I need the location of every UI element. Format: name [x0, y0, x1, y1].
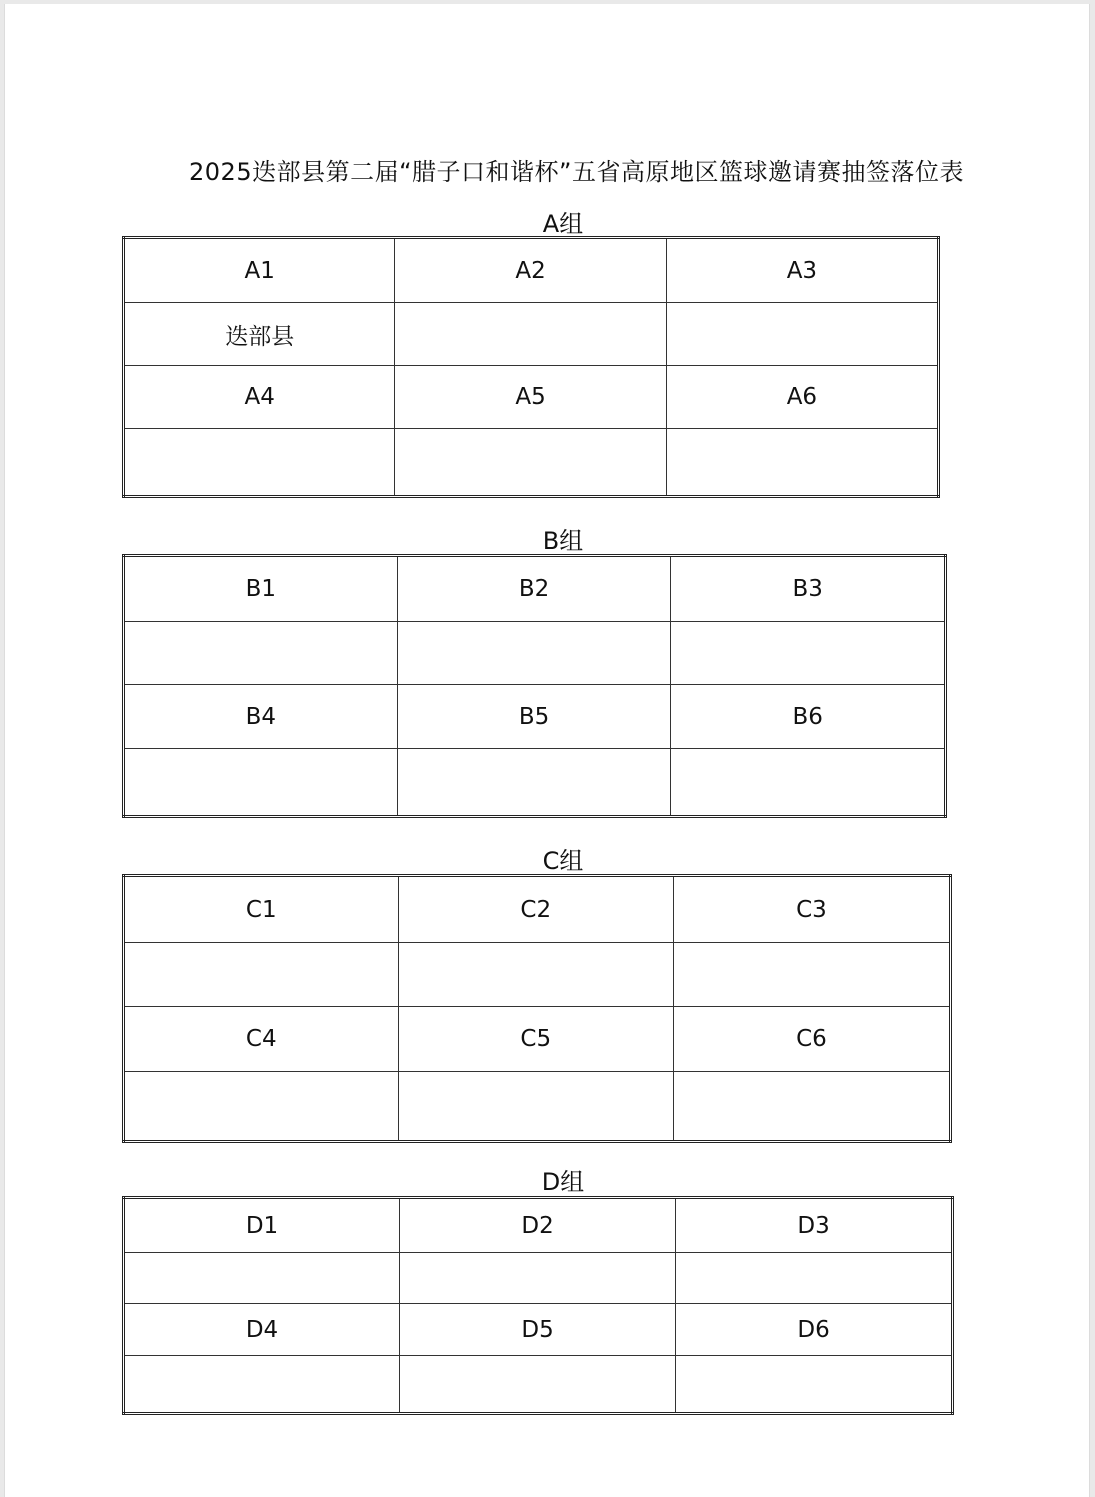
- slot-b5: B5: [397, 685, 671, 749]
- team-d5: [400, 1356, 676, 1414]
- table-row: [124, 1253, 953, 1304]
- group-b-table: [122, 554, 947, 818]
- group-d-label: D组: [541, 1168, 585, 1196]
- team-b1: [124, 622, 398, 685]
- group-c-table: [122, 874, 952, 1143]
- team-c1: [124, 943, 399, 1007]
- table-row: [124, 238, 939, 303]
- table-row: [124, 622, 946, 685]
- slot-d3: D3: [676, 1198, 953, 1253]
- slot-c5: C5: [398, 1007, 673, 1072]
- slot-a1: A1: [124, 238, 395, 303]
- table-row: [124, 749, 946, 817]
- team-d4: [124, 1356, 400, 1414]
- table-row: [124, 366, 939, 429]
- team-c4: [124, 1072, 399, 1142]
- slot-a3: A3: [666, 238, 938, 303]
- table-row: [124, 1198, 953, 1253]
- slot-c2: C2: [398, 876, 673, 943]
- slot-d2: D2: [400, 1198, 676, 1253]
- table-row: [124, 1304, 953, 1356]
- slot-a6: A6: [666, 366, 938, 429]
- team-d1: [124, 1253, 400, 1304]
- slot-a2: A2: [395, 238, 666, 303]
- table-row: [124, 1007, 951, 1072]
- table-row: [124, 429, 939, 497]
- slot-d5: D5: [400, 1304, 676, 1356]
- team-c5: [398, 1072, 673, 1142]
- team-c3: [673, 943, 950, 1007]
- table-row: [124, 1356, 953, 1414]
- document-page: [4, 4, 1090, 1497]
- team-c6: [673, 1072, 950, 1142]
- team-d2: [400, 1253, 676, 1304]
- table-row: [124, 303, 939, 366]
- team-a4: [124, 429, 395, 497]
- team-a3: [666, 303, 938, 366]
- group-d-table: [122, 1196, 954, 1415]
- team-b5: [397, 749, 671, 817]
- table-row: [124, 685, 946, 749]
- team-a5: [395, 429, 666, 497]
- team-b6: [671, 749, 946, 817]
- slot-b1: B1: [124, 556, 398, 622]
- team-a1: 迭部县: [124, 303, 395, 366]
- slot-c6: C6: [673, 1007, 950, 1072]
- slot-d1: D1: [124, 1198, 400, 1253]
- table-row: [124, 556, 946, 622]
- table-row: [124, 943, 951, 1007]
- team-d6: [676, 1356, 953, 1414]
- slot-c4: C4: [124, 1007, 399, 1072]
- slot-d6: D6: [676, 1304, 953, 1356]
- team-b4: [124, 749, 398, 817]
- document-title: 2025迭部县第二届“腊子口和谐杯”五省高原地区篮球邀请赛抽签落位表: [189, 158, 964, 186]
- team-d3: [676, 1253, 953, 1304]
- group-a-table: [122, 236, 940, 498]
- table-row: [124, 1072, 951, 1142]
- slot-d4: D4: [124, 1304, 400, 1356]
- team-b2: [397, 622, 671, 685]
- slot-b6: B6: [671, 685, 946, 749]
- slot-c3: C3: [673, 876, 950, 943]
- team-a6: [666, 429, 938, 497]
- team-b3: [671, 622, 946, 685]
- slot-a5: A5: [395, 366, 666, 429]
- slot-a4: A4: [124, 366, 395, 429]
- group-c-label: C组: [542, 847, 584, 875]
- slot-b4: B4: [124, 685, 398, 749]
- slot-c1: C1: [124, 876, 399, 943]
- group-a-label: A组: [542, 210, 584, 238]
- team-c2: [398, 943, 673, 1007]
- slot-b3: B3: [671, 556, 946, 622]
- slot-b2: B2: [397, 556, 671, 622]
- team-a2: [395, 303, 666, 366]
- table-row: [124, 876, 951, 943]
- group-b-label: B组: [542, 527, 584, 555]
